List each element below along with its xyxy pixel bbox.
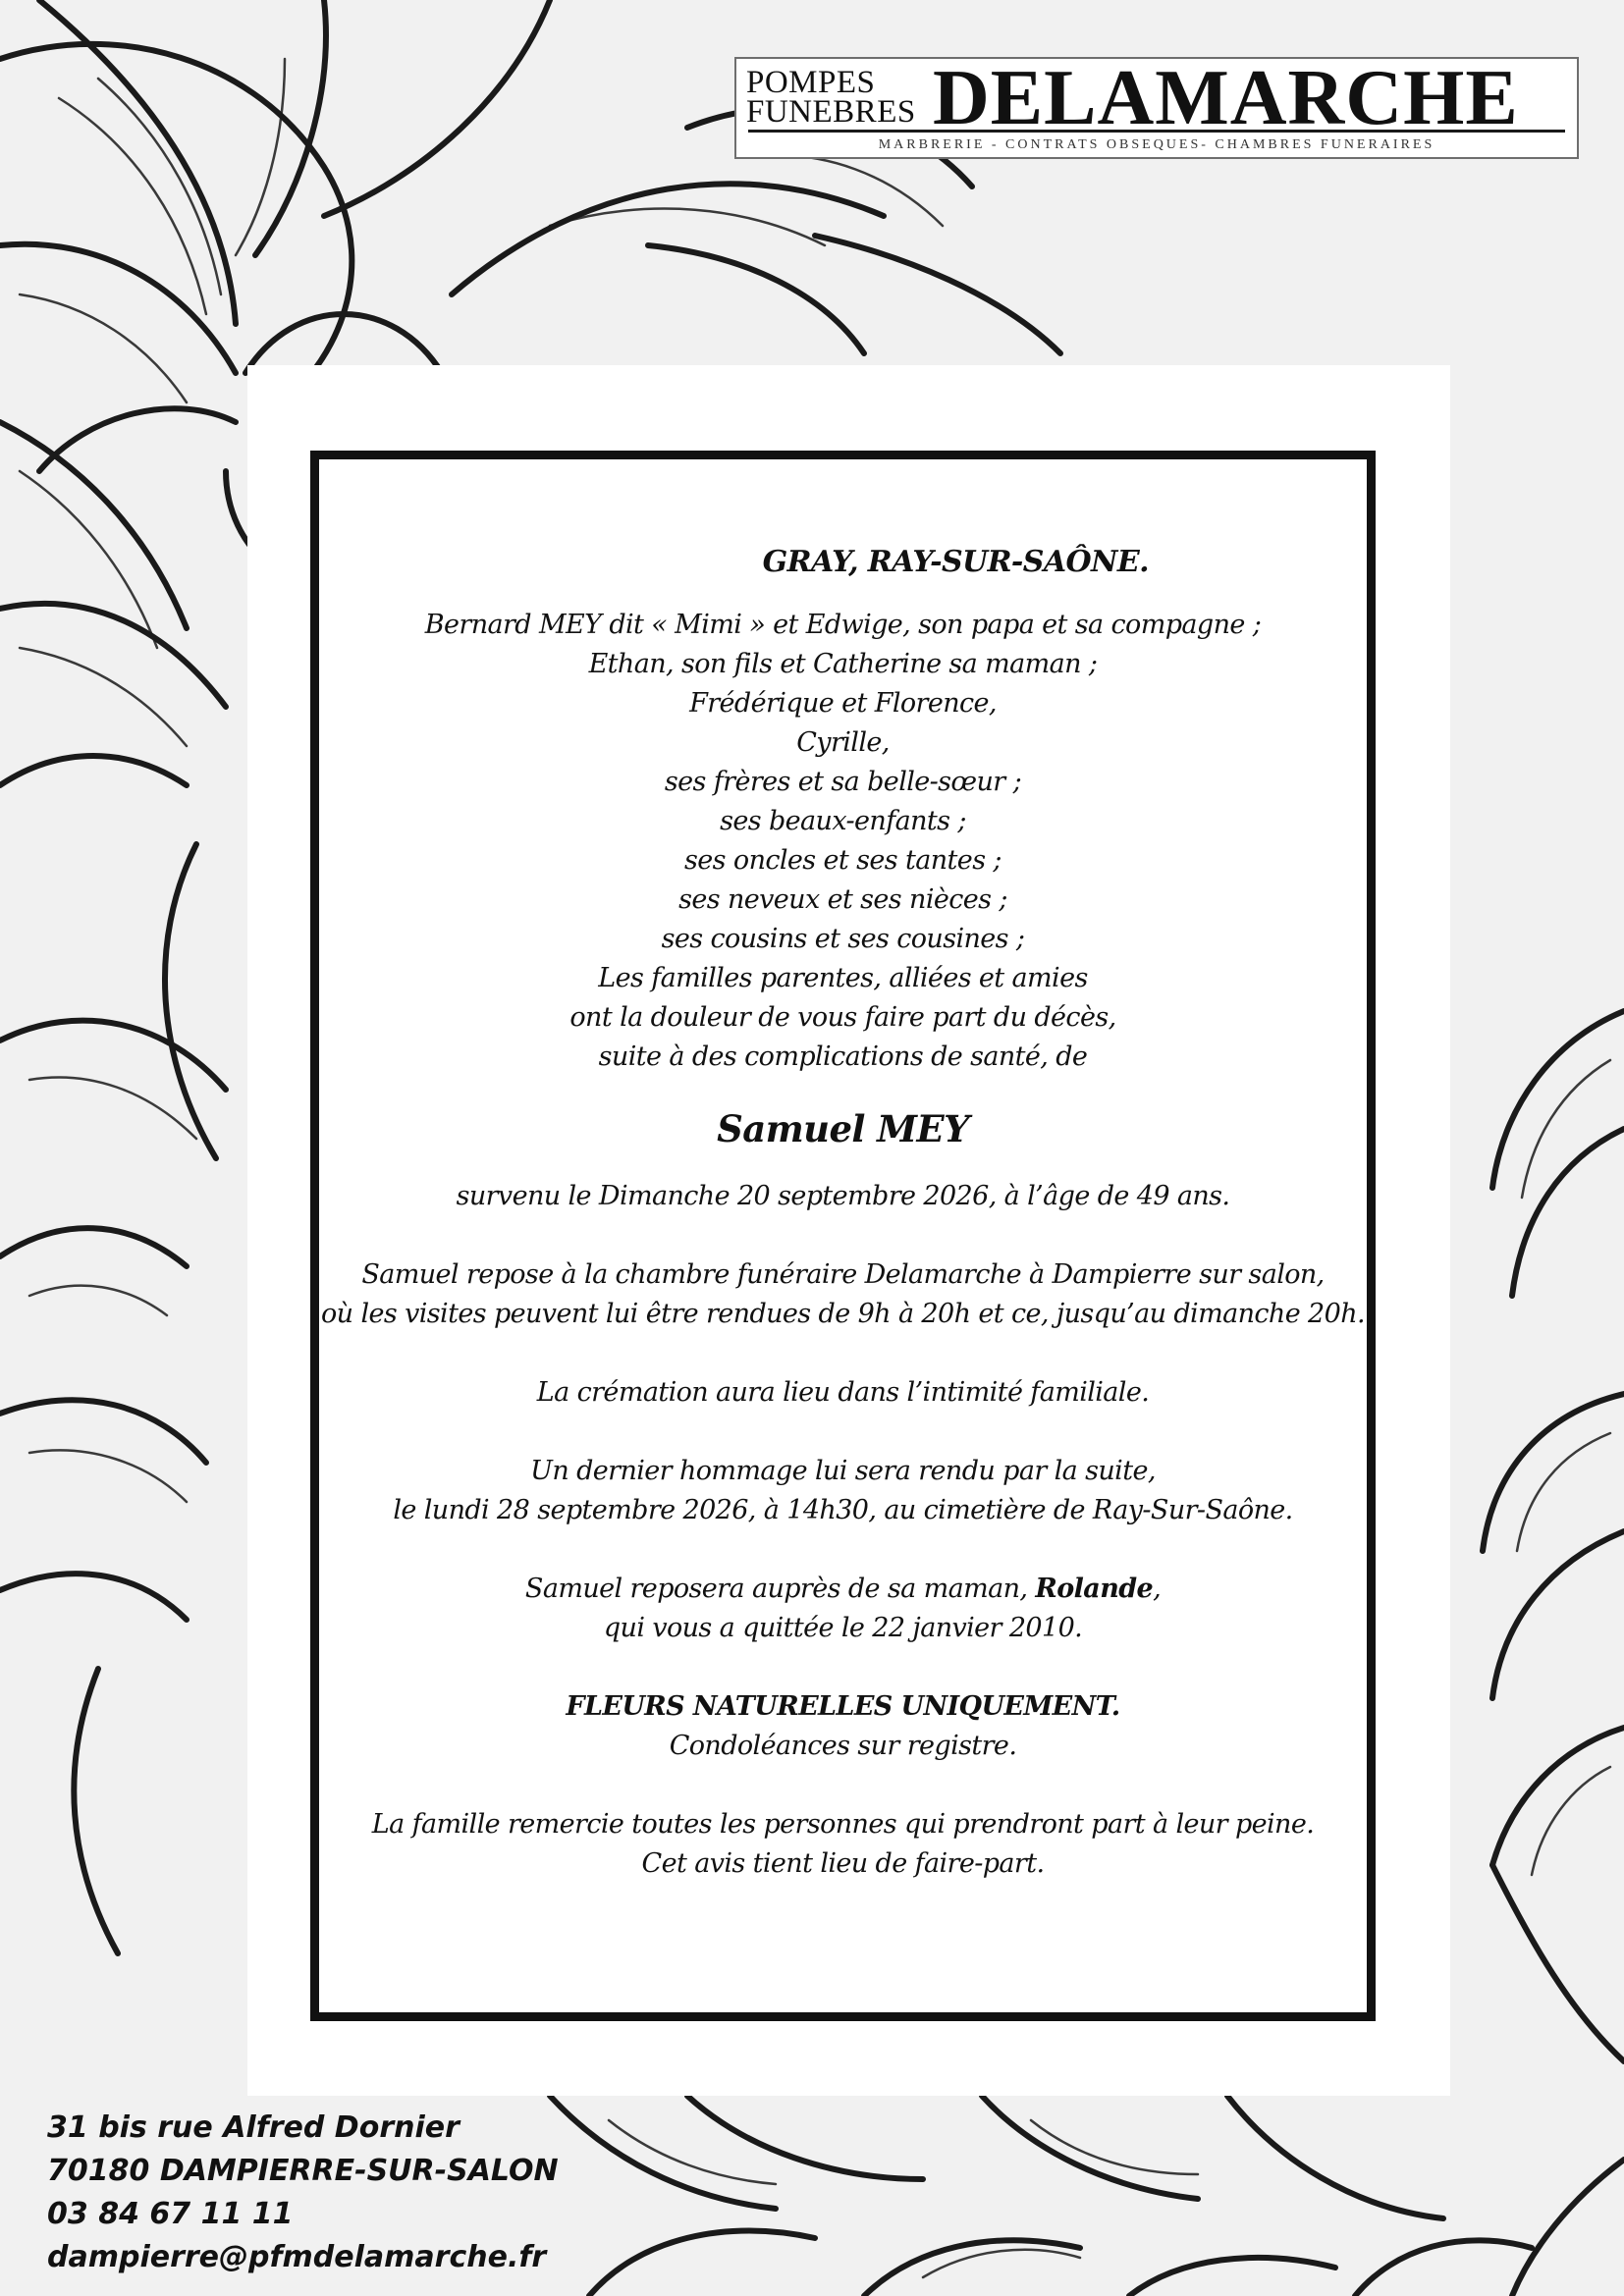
family-line: Cyrille, [796, 727, 890, 758]
family-line: Les familles parentes, alliées et amies [598, 963, 1088, 993]
rest-near-prefix: Samuel reposera auprès de sa maman, [524, 1574, 1036, 1604]
family-line: Ethan, son fils et Catherine sa maman ; [588, 649, 1098, 679]
contact-phone: 03 84 67 11 11 [47, 2197, 294, 2231]
rest-line-2: où les visites peuvent lui être rendues de 9h à 20h et ce, jusqu’au dimanche 20h. [321, 1299, 1365, 1329]
family-line: suite à des complications de santé, de [598, 1041, 1088, 1072]
death-line: survenu le Dimanche 20 septembre 2026, à l’âge de 49 ans. [456, 1181, 1230, 1211]
condolences-line: Condoléances sur registre. [669, 1731, 1017, 1761]
notice-place: GRAY, RAY-SUR-SAÔNE. [762, 545, 1149, 579]
logo-brand-name: DELAMARCHE [933, 55, 1519, 141]
family-line: ses frères et sa belle-sœur ; [664, 767, 1022, 797]
contact-email: dampierre@pfmdelamarche.fr [47, 2240, 547, 2274]
tribute-line-2: le lundi 28 septembre 2026, à 14h30, au cimetière de Ray-Sur-Saône. [393, 1495, 1293, 1525]
cremation-line: La crémation aura lieu dans l’intimité familiale. [536, 1377, 1150, 1408]
family-line: ses neveux et ses nièces ; [678, 884, 1007, 915]
family-line: Frédérique et Florence, [689, 688, 997, 719]
family-line: Bernard MEY dit « Mimi » et Edwige, son papa et sa compagne ; [424, 610, 1262, 640]
company-logo [734, 57, 1579, 159]
contact-city: 70180 DAMPIERRE-SUR-SALON [47, 2154, 559, 2188]
logo-rule [748, 130, 1565, 133]
deceased-name: Samuel MEY [717, 1107, 969, 1150]
mother-name: Rolande [1035, 1574, 1154, 1604]
rest-near-suffix: , [1153, 1574, 1162, 1604]
flowers-line: FLEURS NATURELLES UNIQUEMENT. [566, 1691, 1120, 1722]
family-line: ont la douleur de vous faire part du décès, [569, 1002, 1116, 1033]
family-line: ses beaux-enfants ; [720, 806, 966, 836]
rest-line-1: Samuel repose à la chambre funéraire Delamarche à Dampierre sur salon, [361, 1259, 1325, 1290]
rest-near-line [319, 1570, 1367, 1609]
logo-tagline: MARBRERIE - CONTRATS OBSEQUES- CHAMBRES FUNERAIRES [878, 137, 1435, 152]
contact-block [47, 2107, 559, 2279]
mother-line: qui vous a quittée le 22 janvier 2010. [603, 1613, 1083, 1643]
notice-text [319, 459, 1367, 1884]
tribute-line-1: Un dernier hommage lui sera rendu par la suite, [530, 1456, 1156, 1486]
logo-line-pompes: POMPES [746, 65, 876, 100]
family-line: ses oncles et ses tantes ; [684, 845, 1001, 876]
contact-address: 31 bis rue Alfred Dornier [47, 2110, 460, 2145]
logo-line-funebres: FUNEBRES [746, 94, 916, 130]
faire-part-line: Cet avis tient lieu de faire-part. [641, 1848, 1045, 1879]
thanks-line: La famille remercie toutes les personnes qui prendront part à leur peine. [371, 1809, 1315, 1840]
family-line: ses cousins et ses cousines ; [661, 924, 1025, 954]
